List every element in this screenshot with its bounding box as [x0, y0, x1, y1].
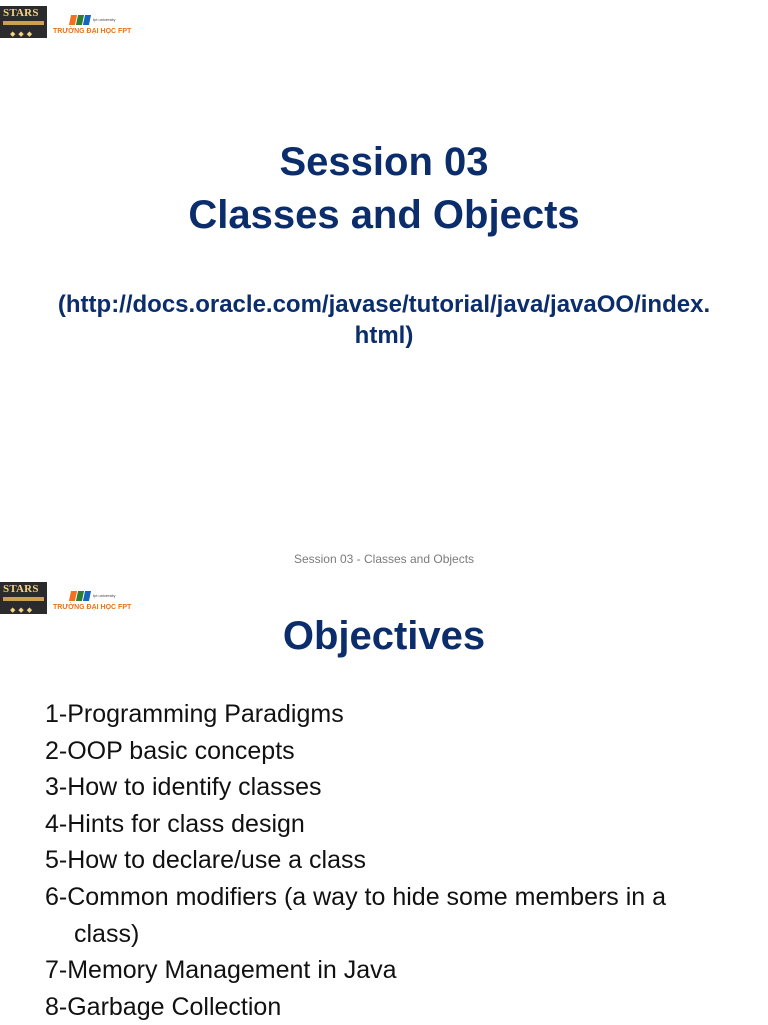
objective-item [45, 879, 745, 952]
session-title: Session 03 [279, 140, 489, 184]
stars-logo [0, 6, 47, 38]
session-subtitle: Classes and Objects [188, 193, 580, 237]
objectives-title: Objectives [282, 614, 486, 658]
university-name: TRƯỜNG ĐẠI HỌC FPT [53, 28, 132, 35]
objective-item-continuation: class) [74, 919, 140, 948]
fpt-logo-icon [70, 15, 90, 25]
stars-logo-text: STARS [3, 583, 39, 595]
header-logo [0, 6, 140, 38]
fpt-tagline: fpt university [93, 593, 116, 598]
stars-logo-band [3, 597, 44, 601]
objective-item: 1-Programming Paradigms [45, 700, 344, 728]
objective-item: 4-Hints for class design [45, 809, 305, 838]
fpt-logo-icon [70, 591, 90, 601]
stars-logo-band [3, 21, 44, 25]
stars-logo-text: STARS [3, 7, 39, 19]
stars-logo-dots: ◆◆◆ [10, 31, 36, 38]
stars-logo [0, 582, 47, 614]
objective-item: 2-OOP basic concepts [45, 736, 295, 765]
header-logo [0, 582, 140, 614]
objectives-list [45, 696, 745, 1025]
fpt-tagline: fpt university [93, 17, 116, 22]
reference-link-continued[interactable]: html) [354, 322, 414, 349]
objective-item-text: 6-Common modifiers (a way to hide some members in a [45, 882, 667, 911]
objective-item: 7-Memory Management in Java [45, 956, 397, 985]
slide-footer: Session 03 - Classes and Objects [293, 552, 475, 566]
objective-item: 3-How to identify classes [45, 773, 322, 802]
slide-objectives [0, 576, 768, 1024]
objective-item: 8-Garbage Collection [45, 992, 282, 1021]
stars-logo-dots: ◆◆◆ [10, 607, 36, 614]
university-name: TRƯỜNG ĐẠI HỌC FPT [53, 604, 132, 611]
reference-link[interactable]: (http://docs.oracle.com/javase/tutorial/java/javaOO/index. [57, 291, 711, 318]
objective-item: 5-How to declare/use a class [45, 846, 366, 875]
